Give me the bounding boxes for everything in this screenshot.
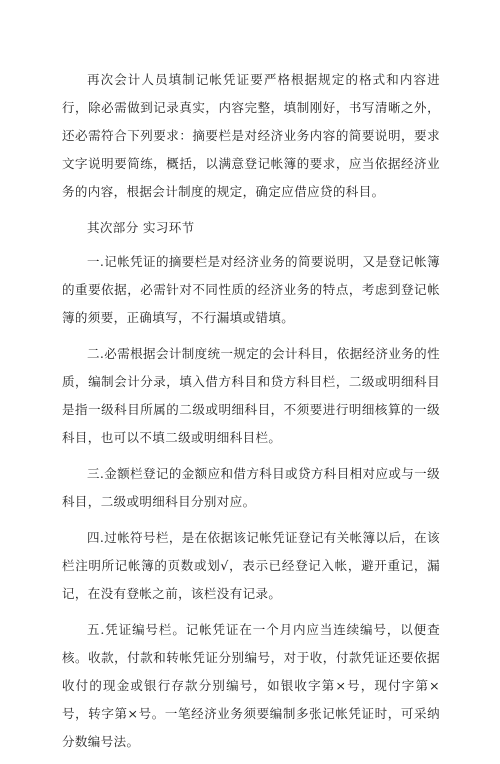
item-4-paragraph: 四.过帐符号栏，是在依据该记帐凭证登记有关帐簿以后，在该栏注明所记帐簿的页数或划√，表示已经登记入帐，避开重记，漏记，在没有登帐之前，该栏没有记录。 <box>62 530 440 601</box>
item-3-paragraph: 三.金额栏登记的金额应和借方科目或贷方科目相对应或与一级科目，二级或明细科目分别对应。 <box>62 466 440 509</box>
item-1-paragraph: 一.记帐凭证的摘要栏是对经济业务的简要说明，又是登记帐簿的重要依据，必需针对不同性质的经济业务的特点，考虑到登记帐簿的须要，正确填写，不行漏填或错填。 <box>62 254 440 325</box>
intro-paragraph: 再次会计人员填制记帐凭证要严格根据规定的格式和内容进行，除必需做到记录真实，内容完整，填制刚好，书写清晰之外，还必需符合下列要求：摘要栏是对经济业务内容的简要说明，要求文字说明要简练，概括，以满意登记帐簿的要求，应当依据经济业务的内容，根据会计制度的规定，确定应借应贷的科目。 <box>62 72 440 199</box>
section-heading: 其次部分 实习环节 <box>87 220 195 235</box>
item-5-paragraph: 五.凭证编号栏。记帐凭证在一个月内应当连续编号，以便查核。收款，付款和转帐凭证分别编号，对于收，付款凭证还要依据收付的现金或银行存款分别编号，如银收字第×号，现付字第×号，转字第×号。一笔经济业务须要编制多张记帐凭证时，可采纳分数编号法。 <box>62 622 440 749</box>
item-2-paragraph: 二.必需根据会计制度统一规定的会计科目，依据经济业务的性质，编制会计分录，填入借方科目和贷方科目栏，二级或明细科目是指一级科目所属的二级或明细科目，不须要进行明细核算的一级科目，也可以不填二级或明细科目栏。 <box>62 346 440 445</box>
document-page <box>62 66 440 764</box>
